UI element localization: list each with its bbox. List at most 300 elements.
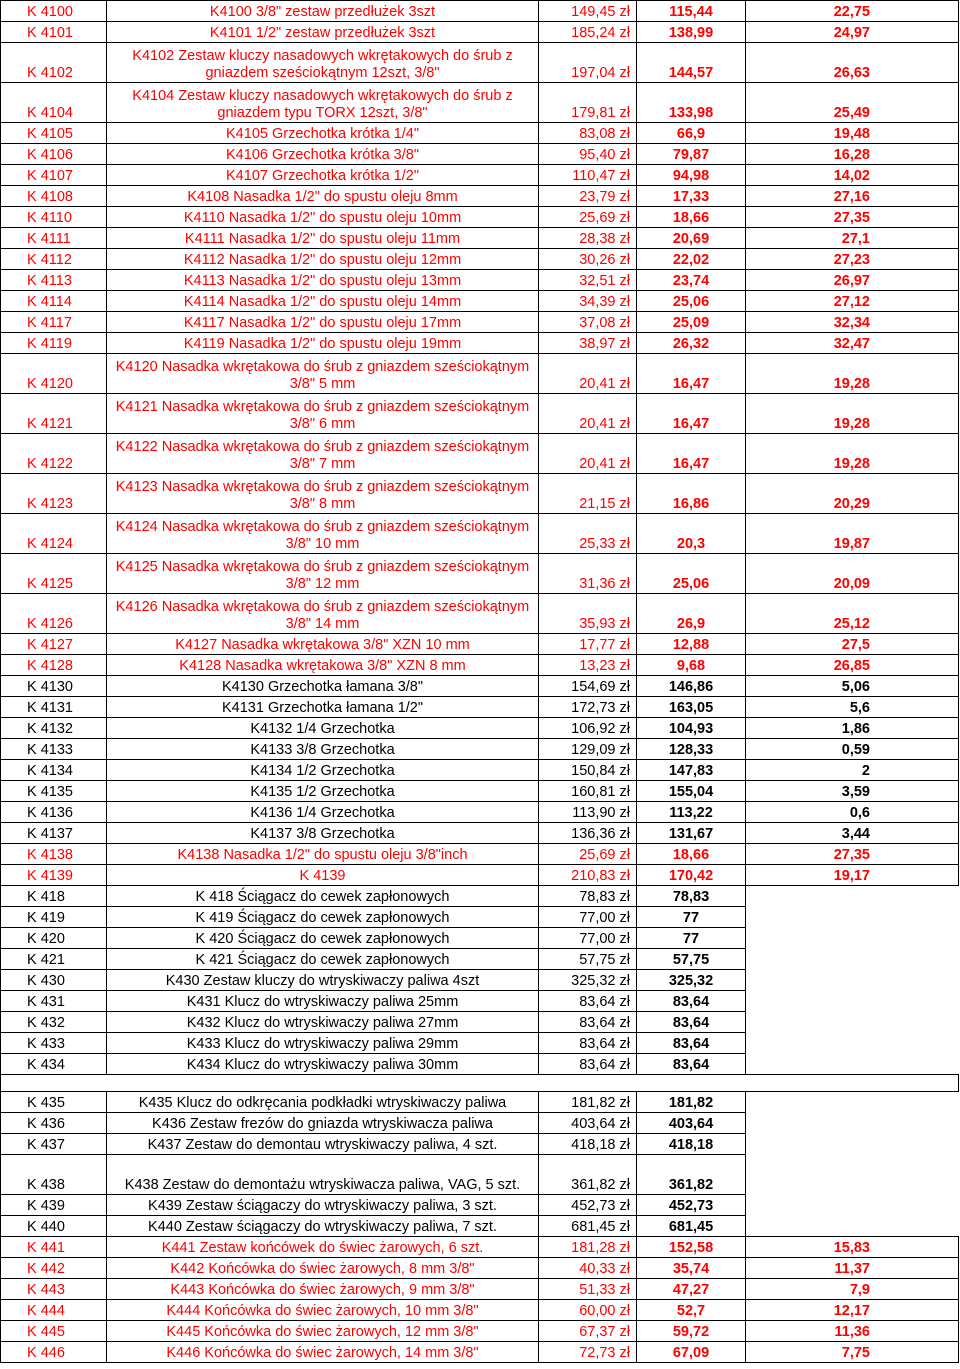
product-name-cell: K4124 Nasadka wkrętakowa do śrub z gniazdem sześciokątnym 3/8" 10 mm [107,514,539,554]
table-row [1,1279,959,1300]
gross-price-cell: 21,15 zł [539,474,637,514]
product-name-cell: K4125 Nasadka wkrętakowa do śrub z gniazdem sześciokątnym 3/8" 12 mm [107,554,539,594]
table-row [1,1321,959,1342]
product-code-cell: K 418 [1,886,107,907]
product-code-cell: K 4119 [1,333,107,354]
product-name-cell: K441 Zestaw końcówek do świec żarowych, 6 szt. [107,1237,539,1258]
net-price-cell: 25,06 [637,554,746,594]
net-price-cell: 94,98 [637,165,746,186]
discount-cell: 20,29 [746,474,959,514]
gross-price-cell: 95,40 zł [539,144,637,165]
discount-cell: 19,17 [746,865,959,886]
discount-cell: 19,28 [746,354,959,394]
gross-price-cell: 150,84 zł [539,760,637,781]
net-price-cell: 20,69 [637,228,746,249]
net-price-cell: 77 [637,907,746,928]
net-price-cell: 79,87 [637,144,746,165]
table-row [1,1216,959,1237]
product-code-cell: K 442 [1,1258,107,1279]
discount-cell: 3,59 [746,781,959,802]
net-price-cell: 77 [637,928,746,949]
discount-cell [746,949,959,970]
discount-cell: 19,28 [746,394,959,434]
table-row [1,1012,959,1033]
product-name-cell: K443 Końcówka do świec żarowych, 9 mm 3/8" [107,1279,539,1300]
product-code-cell: K 4123 [1,474,107,514]
product-code-cell: K 4130 [1,676,107,697]
product-code-cell: K 4105 [1,123,107,144]
table-row [1,291,959,312]
gross-price-cell: 57,75 zł [539,949,637,970]
table-row [1,865,959,886]
gross-price-cell: 210,83 zł [539,865,637,886]
product-name-cell: K430 Zestaw kluczy do wtryskiwaczy paliwa 4szt [107,970,539,991]
product-name-cell: K 419 Ściągacz do cewek zapłonowych [107,907,539,928]
gross-price-cell: 67,37 zł [539,1321,637,1342]
discount-cell [746,1054,959,1075]
product-code-cell: K 433 [1,1033,107,1054]
gross-price-cell: 403,64 zł [539,1113,637,1134]
product-code-cell: K 441 [1,1237,107,1258]
product-code-cell: K 4121 [1,394,107,434]
discount-cell: 19,28 [746,434,959,474]
table-row [1,186,959,207]
net-price-cell: 23,74 [637,270,746,291]
price-list-body [1,1,959,1363]
table-row [1,43,959,83]
table-row [1,594,959,634]
gross-price-cell: 110,47 zł [539,165,637,186]
table-row [1,270,959,291]
table-row [1,333,959,354]
table-row [1,123,959,144]
product-code-cell: K 4125 [1,554,107,594]
net-price-cell: 18,66 [637,844,746,865]
product-code-cell: K 4124 [1,514,107,554]
net-price-cell: 115,44 [637,1,746,22]
net-price-cell: 155,04 [637,781,746,802]
discount-cell: 25,49 [746,83,959,123]
gross-price-cell: 78,83 zł [539,886,637,907]
discount-cell: 26,97 [746,270,959,291]
product-code-cell: K 4100 [1,1,107,22]
discount-cell: 2 [746,760,959,781]
table-row [1,1033,959,1054]
gross-price-cell: 185,24 zł [539,22,637,43]
product-name-cell: K 418 Ściągacz do cewek zapłonowych [107,886,539,907]
product-name-cell: K4128 Nasadka wkrętakowa 3/8" XZN 8 mm [107,655,539,676]
discount-cell: 12,17 [746,1300,959,1321]
product-code-cell: K 4122 [1,434,107,474]
net-price-cell: 18,66 [637,207,746,228]
net-price-cell: 59,72 [637,1321,746,1342]
product-name-cell: K444 Końcówka do świec żarowych, 10 mm 3/8" [107,1300,539,1321]
gross-price-cell: 20,41 zł [539,434,637,474]
discount-cell [746,991,959,1012]
product-name-cell: K4114 Nasadka 1/2" do spustu oleju 14mm [107,291,539,312]
discount-cell: 3,44 [746,823,959,844]
gross-price-cell: 28,38 zł [539,228,637,249]
product-name-cell: K4117 Nasadka 1/2" do spustu oleju 17mm [107,312,539,333]
product-code-cell: K 4126 [1,594,107,634]
table-row [1,1300,959,1321]
product-code-cell: K 437 [1,1134,107,1155]
gross-price-cell: 83,64 zł [539,1054,637,1075]
product-code-cell: K 4131 [1,697,107,718]
table-row [1,676,959,697]
product-code-cell: K 4111 [1,228,107,249]
product-name-cell: K4135 1/2 Grzechotka [107,781,539,802]
net-price-cell: 83,64 [637,1054,746,1075]
product-code-cell: K 4102 [1,43,107,83]
table-row [1,1134,959,1155]
table-row [1,249,959,270]
net-price-cell: 52,7 [637,1300,746,1321]
table-row [1,886,959,907]
table-row [1,1,959,22]
table-row [1,781,959,802]
product-name-cell: K4134 1/2 Grzechotka [107,760,539,781]
net-price-cell: 163,05 [637,697,746,718]
gross-price-cell: 51,33 zł [539,1279,637,1300]
discount-cell [746,1092,959,1113]
product-name-cell: K440 Zestaw ściągaczy do wtryskiwaczy paliwa, 7 szt. [107,1216,539,1237]
product-name-cell: K4127 Nasadka wkrętakowa 3/8" XZN 10 mm [107,634,539,655]
gross-price-cell: 160,81 zł [539,781,637,802]
product-name-cell: K4111 Nasadka 1/2" do spustu oleju 11mm [107,228,539,249]
gross-price-cell: 181,82 zł [539,1092,637,1113]
gross-price-cell: 23,79 zł [539,186,637,207]
product-name-cell: K4100 3/8" zestaw przedłużek 3szt [107,1,539,22]
product-name-cell: K 4139 [107,865,539,886]
product-code-cell: K 4107 [1,165,107,186]
spacer-cell [1,1075,959,1092]
discount-cell: 11,36 [746,1321,959,1342]
gross-price-cell: 38,97 zł [539,333,637,354]
table-row [1,739,959,760]
net-price-cell: 83,64 [637,1012,746,1033]
discount-cell: 32,34 [746,312,959,333]
product-name-cell: K431 Klucz do wtryskiwaczy paliwa 25mm [107,991,539,1012]
product-code-cell: K 4135 [1,781,107,802]
gross-price-cell: 83,08 zł [539,123,637,144]
table-row [1,207,959,228]
product-name-cell: K4123 Nasadka wkrętakowa do śrub z gniazdem sześciokątnym 3/8" 8 mm [107,474,539,514]
product-code-cell: K 4132 [1,718,107,739]
product-name-cell: K437 Zestaw do demontau wtryskiwaczy paliwa, 4 szt. [107,1134,539,1155]
table-row [1,844,959,865]
discount-cell: 15,83 [746,1237,959,1258]
product-name-cell: K4136 1/4 Grzechotka [107,802,539,823]
net-price-cell: 25,06 [637,291,746,312]
discount-cell: 5,6 [746,697,959,718]
product-name-cell: K4120 Nasadka wkrętakowa do śrub z gniazdem sześciokątnym 3/8" 5 mm [107,354,539,394]
gross-price-cell: 325,32 zł [539,970,637,991]
discount-cell: 27,1 [746,228,959,249]
discount-cell [746,1195,959,1216]
product-code-cell: K 4112 [1,249,107,270]
net-price-cell: 144,57 [637,43,746,83]
gross-price-cell: 681,45 zł [539,1216,637,1237]
discount-cell [746,928,959,949]
gross-price-cell: 452,73 zł [539,1195,637,1216]
gross-price-cell: 149,45 zł [539,1,637,22]
product-code-cell: K 4113 [1,270,107,291]
table-row [1,991,959,1012]
discount-cell: 0,6 [746,802,959,823]
gross-price-cell: 30,26 zł [539,249,637,270]
table-row [1,697,959,718]
discount-cell [746,1012,959,1033]
table-row [1,1092,959,1113]
product-code-cell: K 4104 [1,83,107,123]
net-price-cell: 66,9 [637,123,746,144]
net-price-cell: 403,64 [637,1113,746,1134]
net-price-cell: 170,42 [637,865,746,886]
product-code-cell: K 4138 [1,844,107,865]
product-code-cell: K 421 [1,949,107,970]
table-row [1,970,959,991]
discount-cell [746,1033,959,1054]
product-code-cell: K 4110 [1,207,107,228]
discount-cell: 14,02 [746,165,959,186]
discount-cell [746,1113,959,1134]
table-row [1,22,959,43]
product-name-cell: K4138 Nasadka 1/2" do spustu oleju 3/8"inch [107,844,539,865]
discount-cell: 16,28 [746,144,959,165]
product-name-cell: K432 Klucz do wtryskiwaczy paliwa 27mm [107,1012,539,1033]
net-price-cell: 138,99 [637,22,746,43]
table-row [1,949,959,970]
product-name-cell: K4105 Grzechotka krótka 1/4" [107,123,539,144]
table-row [1,434,959,474]
net-price-cell: 113,22 [637,802,746,823]
gross-price-cell: 77,00 zł [539,907,637,928]
product-code-cell: K 431 [1,991,107,1012]
product-name-cell: K442 Końcówka do świec żarowych, 8 mm 3/8" [107,1258,539,1279]
gross-price-cell: 31,36 zł [539,554,637,594]
discount-cell: 25,12 [746,594,959,634]
gross-price-cell: 25,33 zł [539,514,637,554]
net-price-cell: 152,58 [637,1237,746,1258]
table-row [1,312,959,333]
product-name-cell: K4112 Nasadka 1/2" do spustu oleju 12mm [107,249,539,270]
discount-cell: 7,9 [746,1279,959,1300]
gross-price-cell: 83,64 zł [539,1033,637,1054]
table-row [1,1258,959,1279]
gross-price-cell: 35,93 zł [539,594,637,634]
net-price-cell: 147,83 [637,760,746,781]
product-code-cell: K 434 [1,1054,107,1075]
net-price-cell: 83,64 [637,1033,746,1054]
table-row [1,394,959,434]
product-name-cell: K446 Końcówka do świec żarowych, 14 mm 3/8" [107,1342,539,1363]
net-price-cell: 26,9 [637,594,746,634]
table-row [1,1195,959,1216]
product-code-cell: K 4106 [1,144,107,165]
table-row [1,907,959,928]
discount-cell: 27,35 [746,844,959,865]
net-price-cell: 78,83 [637,886,746,907]
net-price-cell: 20,3 [637,514,746,554]
product-name-cell: K435 Klucz do odkręcania podkładki wtryskiwaczy paliwa [107,1092,539,1113]
gross-price-cell: 172,73 zł [539,697,637,718]
product-code-cell: K 4134 [1,760,107,781]
table-row [1,354,959,394]
gross-price-cell: 197,04 zł [539,43,637,83]
product-code-cell: K 436 [1,1113,107,1134]
table-row [1,655,959,676]
product-code-cell: K 4136 [1,802,107,823]
product-code-cell: K 440 [1,1216,107,1237]
product-code-cell: K 4139 [1,865,107,886]
product-name-cell: K434 Klucz do wtryskiwaczy paliwa 30mm [107,1054,539,1075]
product-code-cell: K 420 [1,928,107,949]
discount-cell [746,1216,959,1237]
product-name-cell: K436 Zestaw frezów do gniazda wtryskiwacza paliwa [107,1113,539,1134]
product-code-cell: K 4133 [1,739,107,760]
table-row [1,554,959,594]
discount-cell [746,1134,959,1155]
gross-price-cell: 113,90 zł [539,802,637,823]
discount-cell: 26,85 [746,655,959,676]
gross-price-cell: 136,36 zł [539,823,637,844]
product-name-cell: K4119 Nasadka 1/2" do spustu oleju 19mm [107,333,539,354]
net-price-cell: 16,47 [637,394,746,434]
net-price-cell: 16,86 [637,474,746,514]
table-row [1,144,959,165]
product-name-cell: K4108 Nasadka 1/2" do spustu oleju 8mm [107,186,539,207]
gross-price-cell: 17,77 zł [539,634,637,655]
product-code-cell: K 443 [1,1279,107,1300]
discount-cell: 26,63 [746,43,959,83]
net-price-cell: 131,67 [637,823,746,844]
net-price-cell: 361,82 [637,1155,746,1195]
gross-price-cell: 83,64 zł [539,1012,637,1033]
table-row [1,165,959,186]
table-row [1,1155,959,1195]
gross-price-cell: 60,00 zł [539,1300,637,1321]
product-code-cell: K 432 [1,1012,107,1033]
gross-price-cell: 154,69 zł [539,676,637,697]
gross-price-cell: 72,73 zł [539,1342,637,1363]
product-code-cell: K 446 [1,1342,107,1363]
product-name-cell: K4106 Grzechotka krótka 3/8" [107,144,539,165]
product-name-cell: K4122 Nasadka wkrętakowa do śrub z gniazdem sześciokątnym 3/8" 7 mm [107,434,539,474]
table-row [1,474,959,514]
product-code-cell: K 439 [1,1195,107,1216]
net-price-cell: 16,47 [637,354,746,394]
gross-price-cell: 179,81 zł [539,83,637,123]
discount-cell: 24,97 [746,22,959,43]
product-name-cell: K4102 Zestaw kluczy nasadowych wkrętakowych do śrub z gniazdem sześciokątnym 12szt, 3/8" [107,43,539,83]
net-price-cell: 452,73 [637,1195,746,1216]
table-row [1,83,959,123]
gross-price-cell: 83,64 zł [539,991,637,1012]
product-code-cell: K 430 [1,970,107,991]
gross-price-cell: 77,00 zł [539,928,637,949]
discount-cell: 27,35 [746,207,959,228]
discount-cell: 20,09 [746,554,959,594]
discount-cell: 0,59 [746,739,959,760]
discount-cell: 19,48 [746,123,959,144]
discount-cell: 19,87 [746,514,959,554]
gross-price-cell: 20,41 zł [539,394,637,434]
product-name-cell: K 421 Ściągacz do cewek zapłonowych [107,949,539,970]
product-name-cell: K4107 Grzechotka krótka 1/2" [107,165,539,186]
net-price-cell: 25,09 [637,312,746,333]
gross-price-cell: 181,28 zł [539,1237,637,1258]
net-price-cell: 16,47 [637,434,746,474]
product-name-cell: K4131 Grzechotka łamana 1/2" [107,697,539,718]
discount-cell: 22,75 [746,1,959,22]
product-code-cell: K 444 [1,1300,107,1321]
net-price-cell: 418,18 [637,1134,746,1155]
discount-cell: 7,75 [746,1342,959,1363]
net-price-cell: 133,98 [637,83,746,123]
product-name-cell: K4133 3/8 Grzechotka [107,739,539,760]
net-price-cell: 181,82 [637,1092,746,1113]
net-price-cell: 325,32 [637,970,746,991]
net-price-cell: 681,45 [637,1216,746,1237]
product-name-cell: K4110 Nasadka 1/2" do spustu oleju 10mm [107,207,539,228]
table-row [1,228,959,249]
product-code-cell: K 4137 [1,823,107,844]
table-row [1,718,959,739]
product-name-cell: K438 Zestaw do demontażu wtryskiwacza paliwa, VAG, 5 szt. [107,1155,539,1195]
table-row [1,1113,959,1134]
gross-price-cell: 37,08 zł [539,312,637,333]
product-name-cell: K4126 Nasadka wkrętakowa do śrub z gniazdem sześciokątnym 3/8" 14 mm [107,594,539,634]
discount-cell: 27,23 [746,249,959,270]
net-price-cell: 12,88 [637,634,746,655]
gross-price-cell: 418,18 zł [539,1134,637,1155]
gross-price-cell: 25,69 zł [539,844,637,865]
product-name-cell: K433 Klucz do wtryskiwaczy paliwa 29mm [107,1033,539,1054]
discount-cell [746,886,959,907]
net-price-cell: 83,64 [637,991,746,1012]
net-price-cell: 128,33 [637,739,746,760]
product-code-cell: K 4101 [1,22,107,43]
product-name-cell: K4130 Grzechotka łamana 3/8" [107,676,539,697]
net-price-cell: 22,02 [637,249,746,270]
discount-cell [746,907,959,928]
product-name-cell: K 420 Ściągacz do cewek zapłonowych [107,928,539,949]
gross-price-cell: 129,09 zł [539,739,637,760]
product-code-cell: K 435 [1,1092,107,1113]
gross-price-cell: 32,51 zł [539,270,637,291]
product-name-cell: K4101 1/2" zestaw przedłużek 3szt [107,22,539,43]
table-row [1,760,959,781]
table-row [1,1342,959,1363]
product-name-cell: K4113 Nasadka 1/2" do spustu oleju 13mm [107,270,539,291]
product-code-cell: K 4108 [1,186,107,207]
gross-price-cell: 25,69 zł [539,207,637,228]
product-code-cell: K 4114 [1,291,107,312]
product-code-cell: K 419 [1,907,107,928]
gross-price-cell: 34,39 zł [539,291,637,312]
net-price-cell: 26,32 [637,333,746,354]
product-code-cell: K 4127 [1,634,107,655]
net-price-cell: 17,33 [637,186,746,207]
product-name-cell: K4104 Zestaw kluczy nasadowych wkrętakowych do śrub z gniazdem typu TORX 12szt, 3/8" [107,83,539,123]
net-price-cell: 9,68 [637,655,746,676]
product-name-cell: K445 Końcówka do świec żarowych, 12 mm 3/8" [107,1321,539,1342]
product-name-cell: K439 Zestaw ściągaczy do wtryskiwaczy paliwa, 3 szt. [107,1195,539,1216]
spacer-row [1,1075,959,1092]
product-name-cell: K4137 3/8 Grzechotka [107,823,539,844]
gross-price-cell: 361,82 zł [539,1155,637,1195]
